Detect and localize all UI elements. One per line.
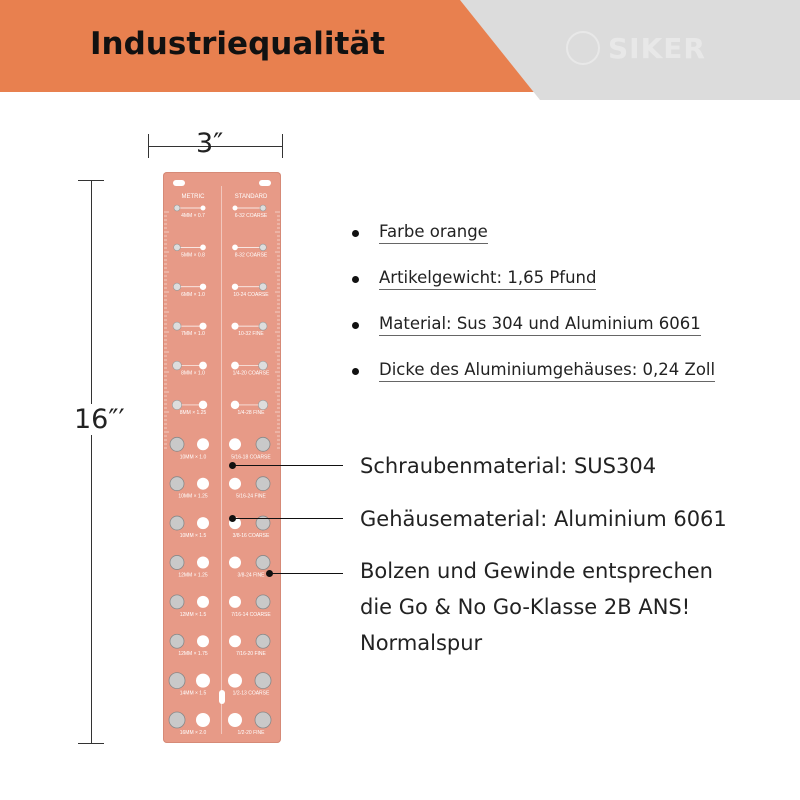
standard-hole	[232, 284, 238, 290]
metric-size-label: 10MM × 1.0	[179, 454, 207, 461]
width-dimension-label: 3″	[196, 128, 224, 159]
metric-stud	[174, 205, 180, 211]
metric-stud	[169, 673, 185, 689]
metric-size-label: 12MM × 1.75	[178, 651, 208, 658]
width-dimension-tick-right	[282, 134, 283, 158]
callout-go-nogo-line-2: die Go & No Go-Klasse 2B ANS!	[360, 595, 691, 619]
standard-stud	[259, 283, 266, 290]
spec-weight: Artikelgewicht: 1,65 Pfund	[379, 268, 596, 290]
standard-hole	[233, 206, 238, 211]
callout-go-nogo-line-1: Bolzen und Gewinde entsprechen	[360, 559, 713, 583]
metric-stud	[173, 361, 182, 370]
metric-hole	[197, 517, 209, 529]
metric-size-label: 4MM × 0.7	[181, 213, 205, 219]
standard-hole	[231, 401, 240, 410]
metric-hole	[196, 713, 210, 727]
standard-size-label: 10-24 COARSE	[233, 291, 269, 298]
bullet-icon	[352, 230, 359, 237]
standard-hole	[229, 596, 241, 608]
metric-size-label: 10MM × 1.25	[178, 493, 208, 500]
metric-hole	[201, 206, 206, 211]
spec-material: Material: Sus 304 und Aluminium 6061	[379, 314, 701, 336]
metric-size-label: 5MM × 0.8	[181, 252, 205, 259]
standard-size-label: 7/16-14 COARSE	[231, 611, 271, 618]
height-dimension-tick-bottom	[78, 743, 104, 744]
spec-item	[352, 360, 715, 382]
metric-hole	[197, 635, 209, 647]
standard-stud	[255, 673, 271, 689]
metric-stud	[173, 283, 180, 290]
standard-stud	[255, 712, 271, 728]
standard-size-label: 7/16-20 FINE	[236, 651, 266, 658]
metric-hole	[200, 245, 206, 251]
mounting-slot	[219, 690, 225, 704]
plate-header-metric: METRIC	[181, 194, 205, 200]
metric-hole	[197, 596, 209, 608]
standard-size-label: 1/4-28 FINE	[237, 409, 265, 416]
standard-size-label: 10-32 FINE	[238, 331, 264, 338]
metric-stud	[170, 437, 184, 451]
metric-stud	[170, 516, 184, 530]
standard-size-label: 3/8-16 COARSE	[232, 533, 270, 540]
metric-size-label: 6MM × 1.0	[181, 291, 205, 298]
callout-line	[270, 573, 343, 574]
metric-hole	[197, 438, 209, 450]
standard-hole	[231, 362, 239, 370]
metric-size-label: 8MM × 1.25	[179, 409, 207, 416]
standard-stud	[256, 477, 270, 491]
mounting-slot	[259, 180, 271, 186]
standard-size-label: 1/4-20 COARSE	[232, 370, 270, 377]
height-dimension-line	[91, 180, 92, 743]
spec-item	[352, 314, 701, 336]
metric-stud	[173, 322, 181, 330]
brand-watermark	[566, 28, 766, 68]
metric-stud	[169, 712, 185, 728]
metric-size-label: 16MM × 2.0	[179, 730, 207, 736]
metric-hole	[197, 478, 209, 490]
metric-size-label: 10MM × 1.5	[179, 533, 207, 540]
standard-size-label: 3/8-24 FINE	[237, 572, 265, 579]
standard-stud	[258, 400, 268, 410]
metric-size-label: 7MM × 1.0	[181, 331, 205, 338]
standard-size-label: 6-32 COARSE	[234, 213, 268, 219]
spec-item	[352, 222, 488, 244]
metric-stud	[170, 555, 184, 569]
bullet-icon	[352, 368, 359, 375]
metric-hole	[199, 401, 208, 410]
bullet-icon	[352, 322, 359, 329]
metric-stud	[170, 595, 184, 609]
metric-hole	[199, 323, 206, 330]
metric-size-label: 14MM × 1.5	[179, 690, 207, 697]
callout-line	[233, 465, 343, 466]
standard-stud	[259, 322, 267, 330]
watermark-text: SIKER	[608, 31, 706, 65]
thread-gauge-plate	[163, 172, 281, 743]
metric-hole	[196, 674, 210, 688]
standard-hole	[229, 635, 241, 647]
metric-stud	[170, 477, 184, 491]
bullet-icon	[352, 276, 359, 283]
standard-stud	[256, 555, 270, 569]
standard-size-label: 5/16-18 COARSE	[231, 454, 271, 461]
metric-stud	[170, 634, 184, 648]
standard-size-label: 5/16-24 FINE	[236, 493, 266, 500]
metric-hole	[197, 556, 209, 568]
standard-hole	[229, 556, 241, 568]
standard-size-label: 1/2-20 FINE	[237, 730, 265, 736]
standard-hole	[229, 438, 241, 450]
height-dimension-label: 16″′	[74, 404, 125, 435]
standard-stud	[256, 595, 270, 609]
standard-stud	[259, 361, 268, 370]
mounting-slot	[173, 180, 185, 186]
standard-hole	[231, 323, 238, 330]
spec-thickness: Dicke des Aluminiumgehäuses: 0,24 Zoll	[379, 360, 715, 382]
standard-hole	[232, 245, 238, 251]
metric-stud	[172, 400, 182, 410]
metric-hole	[199, 362, 207, 370]
standard-stud	[256, 437, 270, 451]
standard-hole	[229, 478, 241, 490]
plate-header-standard: STANDARD	[234, 194, 268, 200]
callout-housing-material: Gehäusematerial: Aluminium 6061	[360, 507, 727, 531]
standard-size-label: 8-32 COARSE	[234, 252, 268, 259]
standard-hole	[228, 713, 242, 727]
standard-hole	[228, 674, 242, 688]
callout-screw-material: Schraubenmaterial: SUS304	[360, 454, 657, 478]
metric-size-label: 12MM × 1.25	[178, 572, 208, 579]
metric-hole	[200, 284, 206, 290]
page-title: Industriequalität	[90, 26, 386, 62]
spec-color: Farbe orange	[379, 222, 488, 244]
spec-item	[352, 268, 596, 290]
metric-size-label: 12MM × 1.5	[179, 611, 207, 618]
standard-stud	[256, 634, 270, 648]
metric-size-label: 8MM × 1.0	[181, 370, 205, 377]
metric-stud	[174, 244, 181, 251]
standard-size-label: 1/2-13 COARSE	[232, 690, 270, 697]
standard-stud	[260, 205, 266, 211]
callout-go-nogo-line-3: Normalspur	[360, 631, 483, 655]
callout-line	[233, 518, 343, 519]
plate-graphic	[163, 172, 281, 743]
watermark-logo-icon	[566, 31, 600, 65]
standard-stud	[260, 244, 267, 251]
